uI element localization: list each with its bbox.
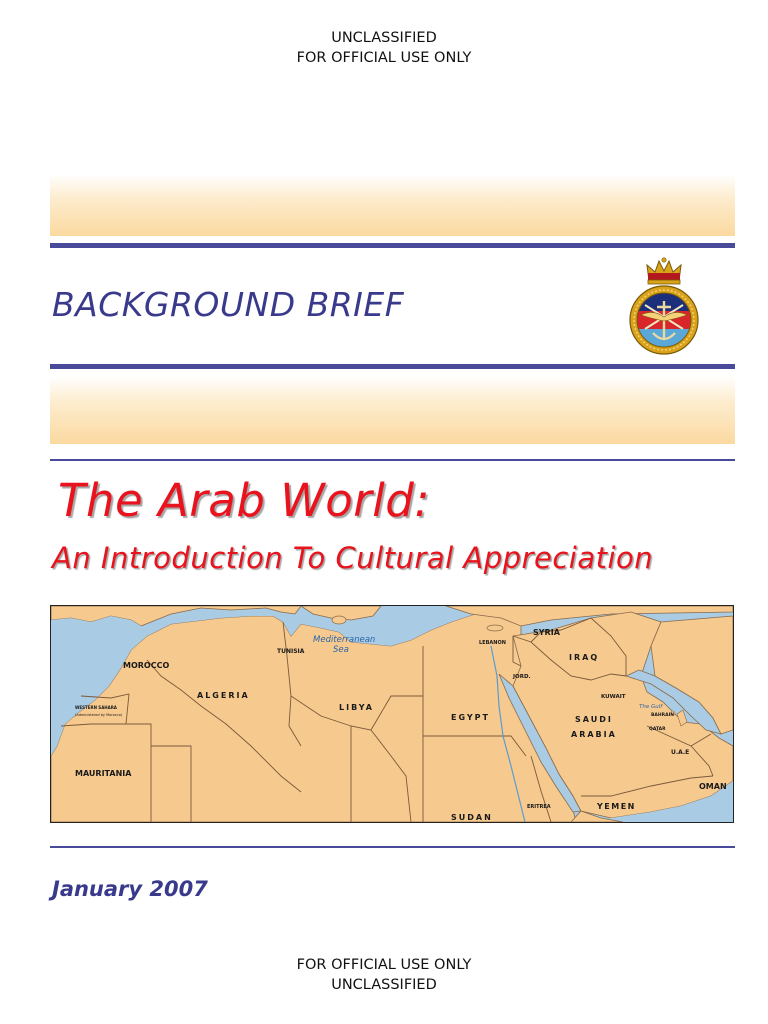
rule-top [50,243,735,248]
label-western-sahara-note: (Administered by Morocco) [75,713,123,717]
label-iraq: IRAQ [569,653,600,662]
label-syria: SYRIA [533,628,560,637]
rule-thin-upper [50,459,735,461]
rule-thin-lower [50,846,735,848]
label-tunisia: TUNISIA [277,648,305,655]
label-jordan: JORD. [513,674,531,680]
label-kuwait: KUWAIT [601,694,626,700]
label-qatar: QATAR [649,727,666,732]
classification-unclassified: UNCLASSIFIED [331,30,437,46]
label-uae: U.A.E [671,749,690,756]
classification-fouo-footer: FOR OFFICIAL USE ONLY [296,957,472,973]
label-eritrea: ERITREA [527,804,551,810]
main-title: The Arab World: [58,474,430,527]
land-sicily [332,616,346,624]
label-algeria: ALGERIA [197,691,250,700]
label-sudan: SUDAN [451,813,493,822]
label-yemen: YEMEN [597,802,636,811]
classification-footer [0,955,768,995]
land-crete [487,625,503,631]
label-mauritania: MAURITANIA [75,769,132,778]
label-morocco: MOROCCO [123,661,170,670]
label-sea: Sea [333,645,349,655]
label-oman: OMAN [699,782,727,791]
crown-icon [647,258,681,284]
crest-icon [623,255,705,357]
brief-title: BACKGROUND BRIEF [52,285,405,324]
label-bahrain: BAHRAIN [651,713,675,718]
classification-unclassified-footer: UNCLASSIFIED [331,977,437,993]
label-the-gulf: The Gulf [639,704,663,710]
rule-middle [50,364,735,369]
label-mediterranean: Mediterranean [313,635,376,645]
sub-title: An Introduction To Cultural Appreciation [52,541,654,575]
decorative-band-top [50,174,735,236]
classification-fouo: FOR OFFICIAL USE ONLY [296,50,472,66]
label-lebanon: LEBANON [479,640,506,646]
label-saudi: SAUDI [575,715,613,724]
classification-header [0,28,768,68]
label-libya: LIBYA [339,703,374,712]
label-western-sahara: WESTERN SAHARA [75,705,117,710]
arab-world-map [50,605,734,823]
decorative-band-middle [50,376,735,444]
publication-date: January 2007 [52,877,208,901]
label-arabia: ARABIA [571,730,617,739]
label-egypt: EGYPT [451,713,490,722]
